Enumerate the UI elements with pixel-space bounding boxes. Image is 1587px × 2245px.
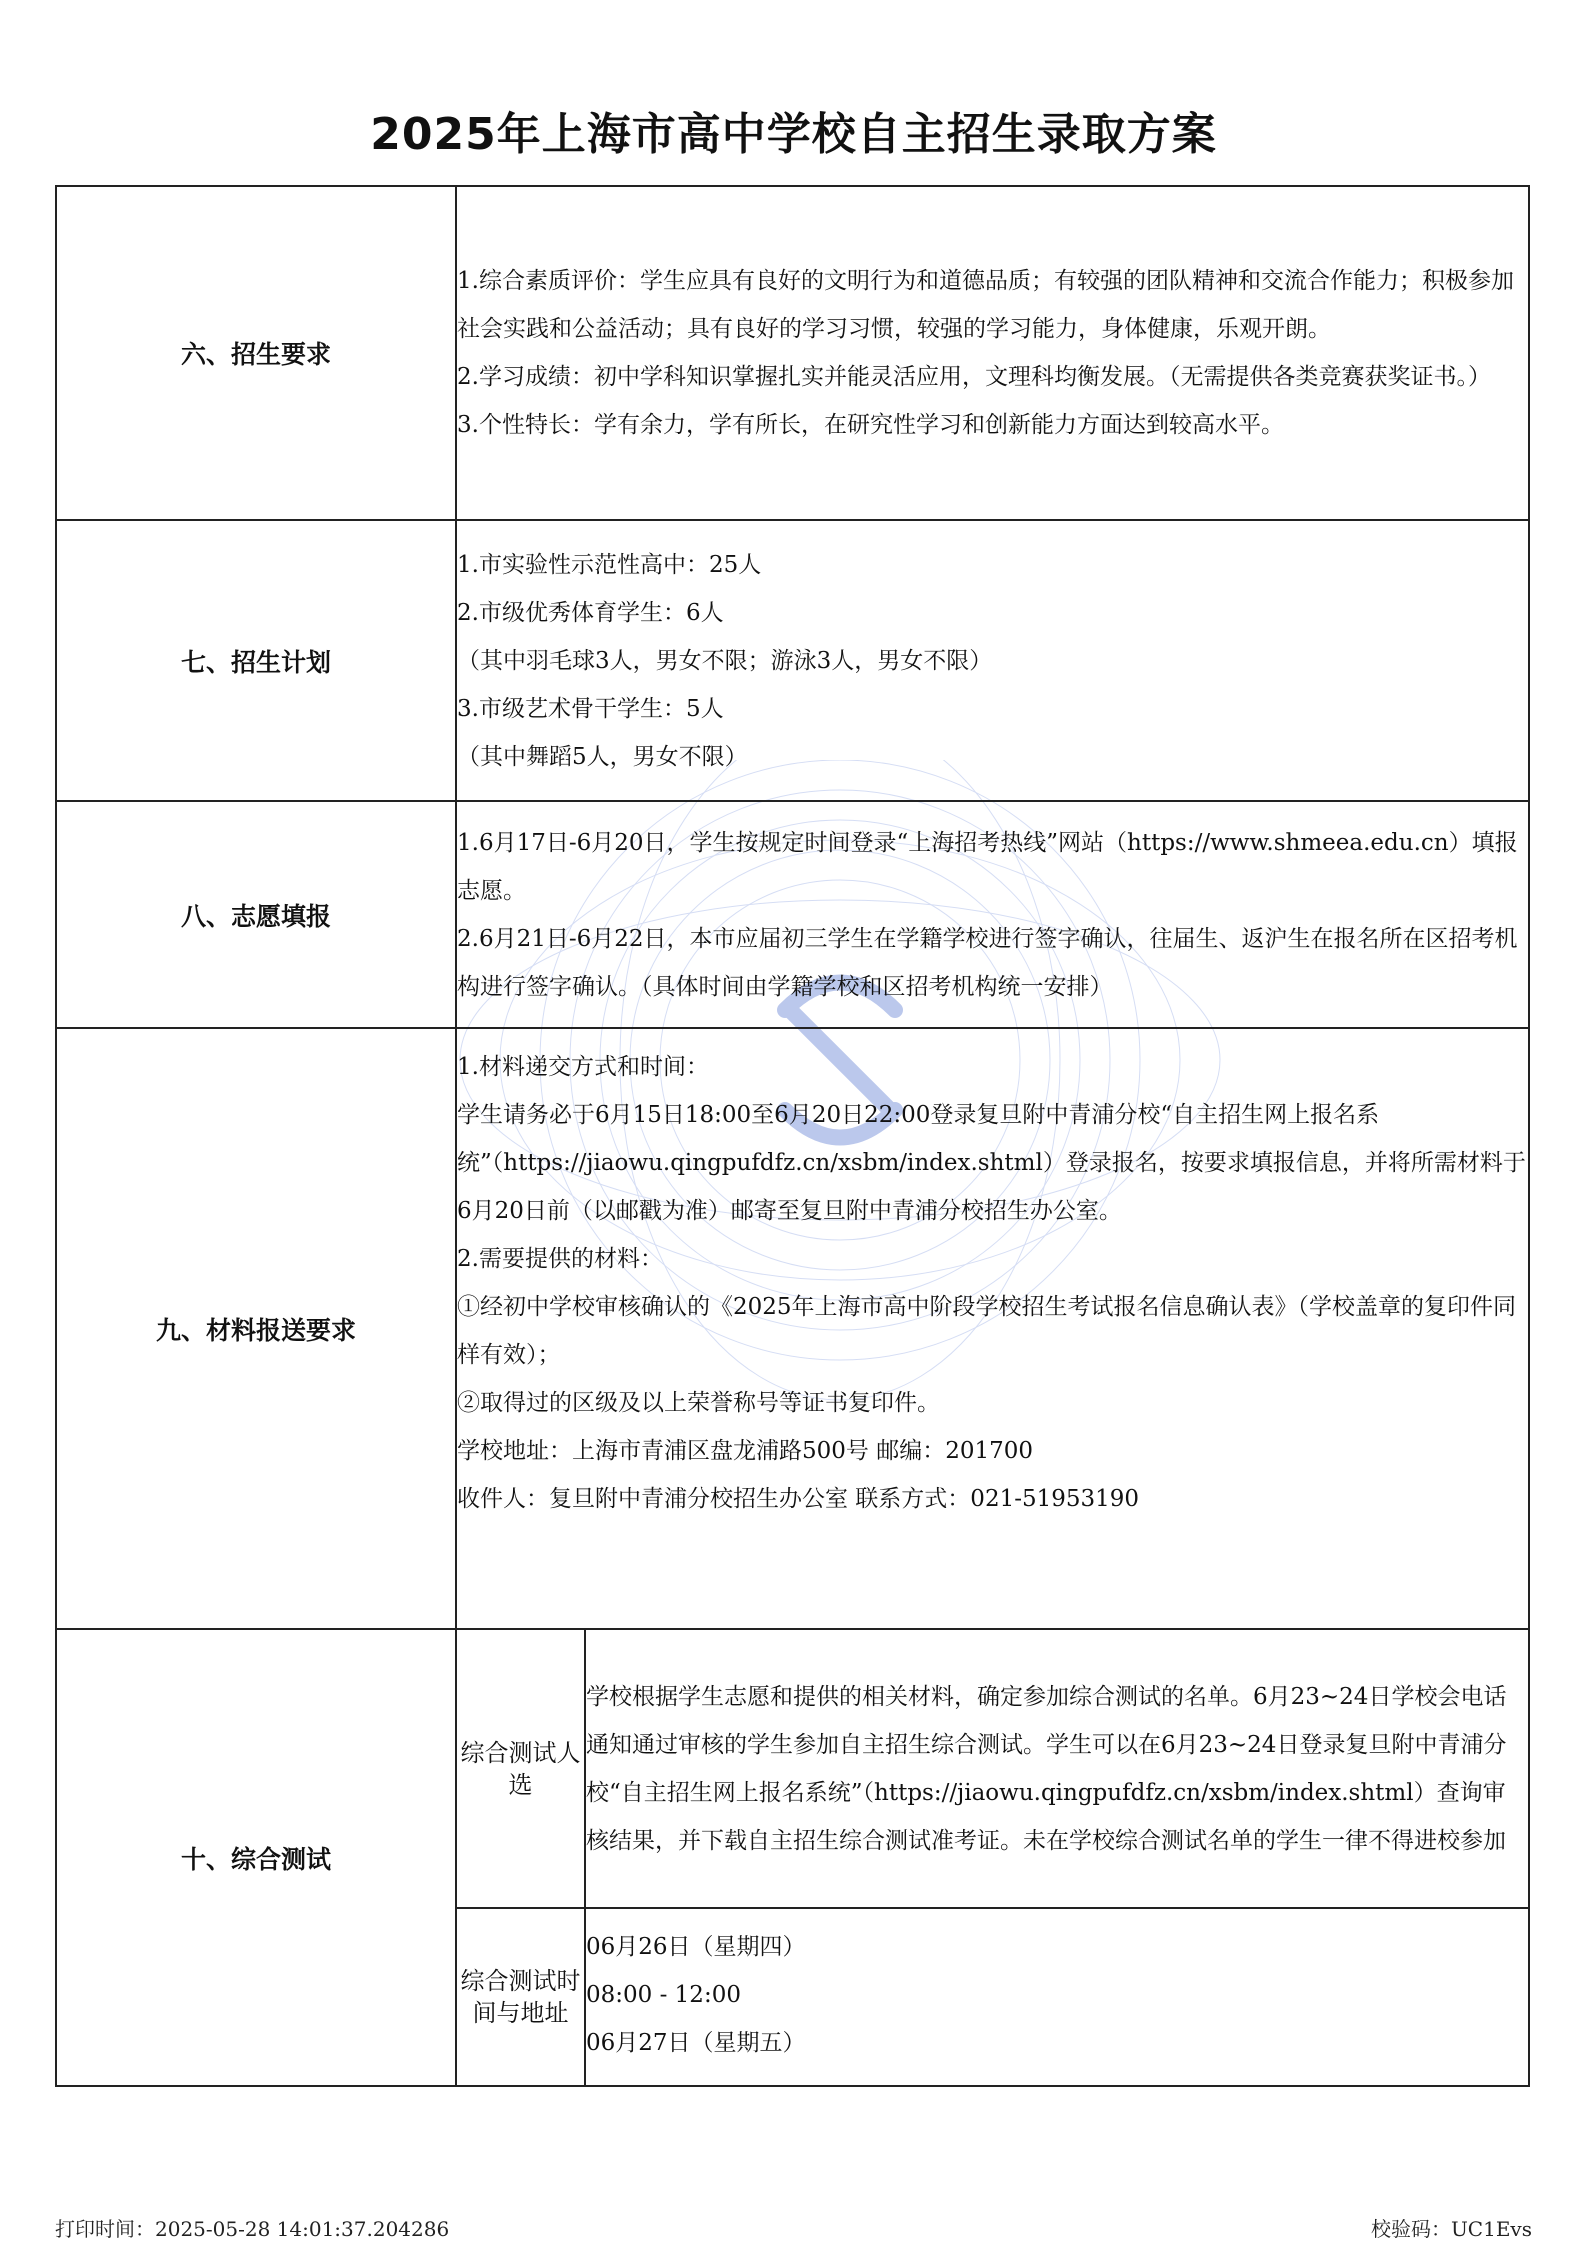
heading-application: 八、志愿填报 <box>56 801 456 1028</box>
materials-item: 学生请务必于6月15日18:00至6月20日22:00登录复旦附中青浦分校“自主招生网上报名系统”（https://jiaowu.qingpufdfz.cn/xsbm/index.shtml）登录报名，按要求填报信息，并将所需材料于6月20日前（以邮戳为准）邮寄至复旦附中青浦分校招生办公室。 <box>457 1102 1526 1224</box>
materials-item: 2.需要提供的材料： <box>457 1246 663 1272</box>
requirement-item: 1.综合素质评价：学生应具有良好的文明行为和道德品质；有较强的团队精神和交流合作能力；积极参加社会实践和公益活动；具有良好的学习习惯，较强的学习能力，身体健康，乐观开朗。 <box>457 268 1514 342</box>
schedule-time: 08:00 - 12:00 <box>586 1982 741 2008</box>
plan-item: （其中舞蹈5人，男女不限） <box>457 743 748 770</box>
requirement-item: 2.学习成绩：初中学科知识掌握扎实并能灵活应用，文理科均衡发展。（无需提供各类竞赛获奖证书。） <box>457 364 1491 390</box>
application-content <box>456 801 1529 1028</box>
requirement-item: 3.个性特长：学有余力，学有所长，在研究性学习和创新能力方面达到较高水平。 <box>457 412 1284 438</box>
heading-requirements: 六、招生要求 <box>56 186 456 520</box>
test-selection-label: 综合测试人选 <box>456 1629 585 1908</box>
document-title: 2025年上海市高中学校自主招生录取方案 <box>370 109 1217 160</box>
schedule-date: 06月26日（星期四） <box>586 1934 806 1960</box>
test-schedule-label: 综合测试时间与地址 <box>456 1908 585 2086</box>
recipient-contact: 收件人：复旦附中青浦分校招生办公室 联系方式：021-51953190 <box>457 1486 1140 1512</box>
plan-item: 3.市级艺术骨干学生：5人 <box>457 695 724 722</box>
verify-code: 校验码：UC1Evs <box>1370 2217 1532 2241</box>
admission-table <box>55 185 1530 2087</box>
row-requirements <box>56 186 1529 520</box>
plan-item: （其中羽毛球3人，男女不限；游泳3人，男女不限） <box>457 647 993 674</box>
heading-test: 十、综合测试 <box>56 1629 456 2086</box>
heading-plan: 七、招生计划 <box>56 520 456 801</box>
materials-item: ②取得过的区级及以上荣誉称号等证书复印件。 <box>457 1390 940 1416</box>
print-time: 打印时间：2025-05-28 14:01:37.204286 <box>55 2217 450 2241</box>
row-test-selection <box>56 1629 1529 1908</box>
test-schedule-content <box>585 1908 1529 2086</box>
application-item: 2.6月21日-6月22日，本市应届初三学生在学籍学校进行签字确认，往届生、返沪生在报名所在区招考机构进行签字确认。（具体时间由学籍学校和区招考机构统一安排） <box>457 925 1518 1000</box>
materials-content <box>456 1028 1529 1629</box>
row-plan <box>56 520 1529 801</box>
test-selection-text: 学校根据学生志愿和提供的相关材料，确定参加综合测试的名单。6月23~24日学校会电话通知通过审核的学生参加自主招生综合测试。学生可以在6月23~24日登录复旦附中青浦分校“自主招生网上报名系统”（https://jiaowu.qingpufdfz.cn/xsbm/index.shtml）查询审核结果，并下载自主招生综合测试准考证。未在学校综合测试名单的学生一律不得进校参加 <box>585 1629 1529 1908</box>
schedule-date: 06月27日（星期五） <box>586 2030 806 2056</box>
materials-item: 1.材料递交方式和时间： <box>457 1054 709 1080</box>
plan-item: 1.市实验性示范性高中：25人 <box>457 551 762 578</box>
school-address: 学校地址：上海市青浦区盘龙浦路500号 邮编：201700 <box>457 1438 1034 1464</box>
requirements-content <box>456 186 1529 520</box>
application-item: 1.6月17日-6月20日，学生按规定时间登录“上海招考热线”网站（https://www.shmeea.edu.cn）填报志愿。 <box>457 829 1518 904</box>
row-application <box>56 801 1529 1028</box>
row-materials <box>56 1028 1529 1629</box>
plan-content <box>456 520 1529 801</box>
materials-item: ①经初中学校审核确认的《2025年上海市高中阶段学校招生考试报名信息确认表》（学校盖章的复印件同样有效）； <box>457 1294 1517 1368</box>
heading-materials: 九、材料报送要求 <box>56 1028 456 1629</box>
plan-item: 2.市级优秀体育学生：6人 <box>457 599 724 626</box>
